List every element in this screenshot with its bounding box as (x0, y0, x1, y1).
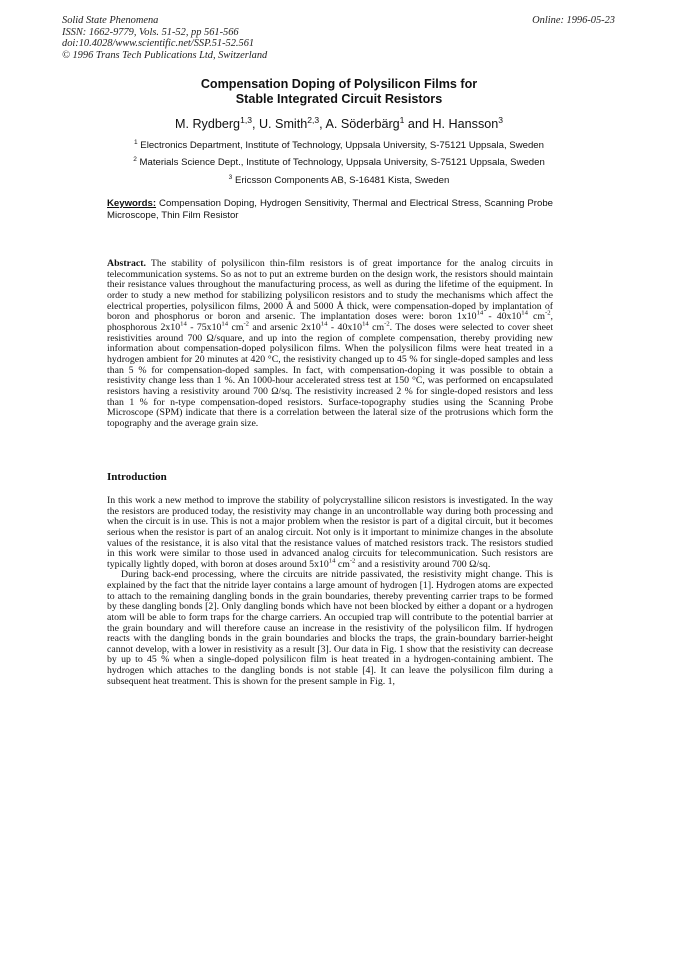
abstract-text: . The doses were selected to cover sheet resistivities around 700 Ω/square, and up into the region of complete compensation, thereby providing new information about compensation-doped polysilicon films. When the polysilicon films were heat treated in a hydrogen ambient for 20 minutes at 420 °C, the resistivity changed up to 45 % for single-doped samples and less than 5 % for compensation-doped samples. In fact, with compensation-doping it was possible to obtain a resistivity change less than 1 %. An 1000-hour accelerated stress test at 150 °C, was performed on encapsulated resistors having a resistivity around 700 Ω/sq. The resistivity increased 2 % for single-doped resistors and less than 1 % for n-type compensation-doped resistors. Surface-topography studies using the Scanning Probe Microscope (SPM) indicate that there is a correlation between the lateral size of the protrusions which form the topography and the average grain size. (107, 321, 554, 429)
exponent: 14 (362, 320, 369, 328)
author-affil-mark: 3 (498, 114, 504, 125)
exponent: -2 (243, 320, 249, 328)
exponent: 14 (180, 320, 187, 328)
intro-text: cm (335, 558, 350, 570)
author-separator: and (404, 117, 433, 131)
abstract-label: Abstract. (107, 258, 146, 269)
author-list (60, 114, 618, 132)
exponent: -2 (545, 310, 551, 318)
abstract-text: and arsenic 2x10 (249, 321, 321, 333)
author-separator: , (251, 117, 259, 131)
abstract-text: The stability of polysilicon thin-film resistors is of great importance for the analog circuits in telecommunication systems. So as not to put an extreme burden on the design work, the resistors should maintain their resistance values throughout the manufacturing process, as well as during the lifetime of the equipment. In order to study a new method for stabilizing polysilicon resistors and to study the mechanisms which affect the electrical properties, polysilicon films, 2000 Å and 5000 Å thick, were compensation-doped by implantation of boron and phosphorus or boron and arsenic. The implantation doses were: boron 1x10 (107, 258, 554, 323)
abstract-text: - 40x10 (327, 321, 363, 333)
affiliation-mark: 1 (134, 138, 138, 146)
running-header (62, 15, 267, 61)
author-name: H. Hansson (432, 117, 499, 131)
exponent: 14 (521, 310, 528, 318)
abstract-text: cm (228, 321, 244, 333)
intro-paragraph-2: During back-end processing, where the circuits are nitride passivated, the resistivity might change. This is explained by the fact that the nitride layer contains a large amount of hydrogen [1]. Hydrogen atoms are expected to attach to the remaining dangling bonds in the grain boundaries, thereby preventing carrier traps to be formed by these dangling bonds [2]. Only dangling bonds which have not been blocked by either a dopant or a hydrogen atom will be able to form traps for the charge carriers. An occupied trap will contribute to the potential barrier at the grain boundary and will therefore cause an increase in the resistivity of the polysilicon film. If hydrogen reacts with the dangling bonds in the grain boundaries and blocks the traps, the grain-boundary barrier-height cannot develop, with a lower in resistivity as a result [3]. Our data in Fig. 1 show that the resistivity can decrease by up to 45 % when a single-doped polysilicon film is heat treated in a hydrogen-containing ambient. The hydrogen which attaches to the dangling bonds is not stable [4]. It can leave the polysilicon film during a subsequent heat treatment. This is shown for the present sample in Fig. 1, (107, 569, 553, 687)
keywords-text: Compensation Doping, Hydrogen Sensitivity, Thermal and Electrical Stress, Scanning Probe Microscope, Thin Film Resistor (107, 198, 553, 221)
intro-text: and a resistivity around 700 Ω/sq. (355, 558, 491, 570)
introduction-body (107, 496, 553, 687)
author-affil-mark: 2,3 (307, 114, 320, 125)
journal-name: Solid State Phenomena (62, 15, 159, 26)
abstract-text: cm (368, 321, 385, 333)
section-heading-introduction: Introduction (107, 471, 167, 483)
exponent: -2 (349, 557, 356, 565)
abstract-text: , phosphorous 2x10 (107, 311, 553, 333)
exponent: 14 (221, 320, 229, 328)
author-separator: , (319, 117, 326, 131)
abstract-paragraph (107, 259, 553, 430)
exponent: 14 (476, 310, 484, 318)
copyright-line: © 1996 Trans Tech Publications Ltd, Switzerland (62, 49, 268, 61)
affiliation-mark: 2 (133, 155, 137, 163)
affiliation-text: Electronics Department, Institute of Technology, Uppsala University, S-75121 Uppsala, Sweden (140, 140, 544, 151)
affiliation (60, 157, 618, 168)
keywords-label: Keywords: (107, 198, 157, 209)
affiliation-text: Materials Science Dept., Institute of Technology, Uppsala University, S-75121 Uppsala, Sweden (139, 157, 545, 168)
author-name: U. Smith (258, 117, 308, 131)
exponent: 14 (320, 320, 328, 328)
author-name: M. Rydberg (174, 117, 241, 131)
affiliation-text: Ericsson Components AB, S-16481 Kista, Sweden (234, 175, 450, 186)
keywords-block (107, 198, 553, 221)
online-date: Online: 1996-05-23 (532, 15, 615, 26)
title-line-1: Compensation Doping of Polysilicon Films for (200, 77, 478, 91)
abstract-text: cm (527, 311, 545, 323)
author-affil-mark: 1,3 (240, 114, 252, 125)
doi-line: doi:10.4028/www.scientific.net/SSP.51-52.561 (62, 38, 255, 50)
intro-text: In this work a new method to improve the stability of polycrystalline silicon resistors is investigated. In the way the resistors are produced today, the resistivity may change in an uncontrollable way during both processing and when the circuit is in use. This is not a major problem when the resistor is part of a digital circuit, but it becomes serious when the resistor is part of an analog circuit. Not only is it important to minimize changes in the absolute values of the resistance, it is also vital that the resistance values of matched resistors track. The resistors studied in this work were similar to those used in advanced analog circuits for telecommunication. Such resistors are typically lightly doped, with boron at doses around 5x10 (107, 495, 553, 570)
abstract-text: - 40x10 (483, 311, 522, 323)
paper-title (60, 77, 618, 107)
affiliation (60, 175, 618, 186)
exponent: 14 (328, 557, 336, 565)
title-line-2: Stable Integrated Circuit Resistors (235, 92, 443, 106)
affiliation (60, 140, 618, 151)
author-affil-mark: 1 (399, 114, 405, 125)
author-name: A. Söderbärg (325, 117, 400, 131)
issn-line: ISSN: 1662-9779, Vols. 51-52, pp 561-566 (62, 26, 239, 38)
affiliation-mark: 3 (228, 173, 233, 181)
intro-paragraph-1 (107, 496, 553, 570)
abstract-text: - 75x10 (186, 321, 222, 333)
exponent: -2 (384, 320, 390, 328)
